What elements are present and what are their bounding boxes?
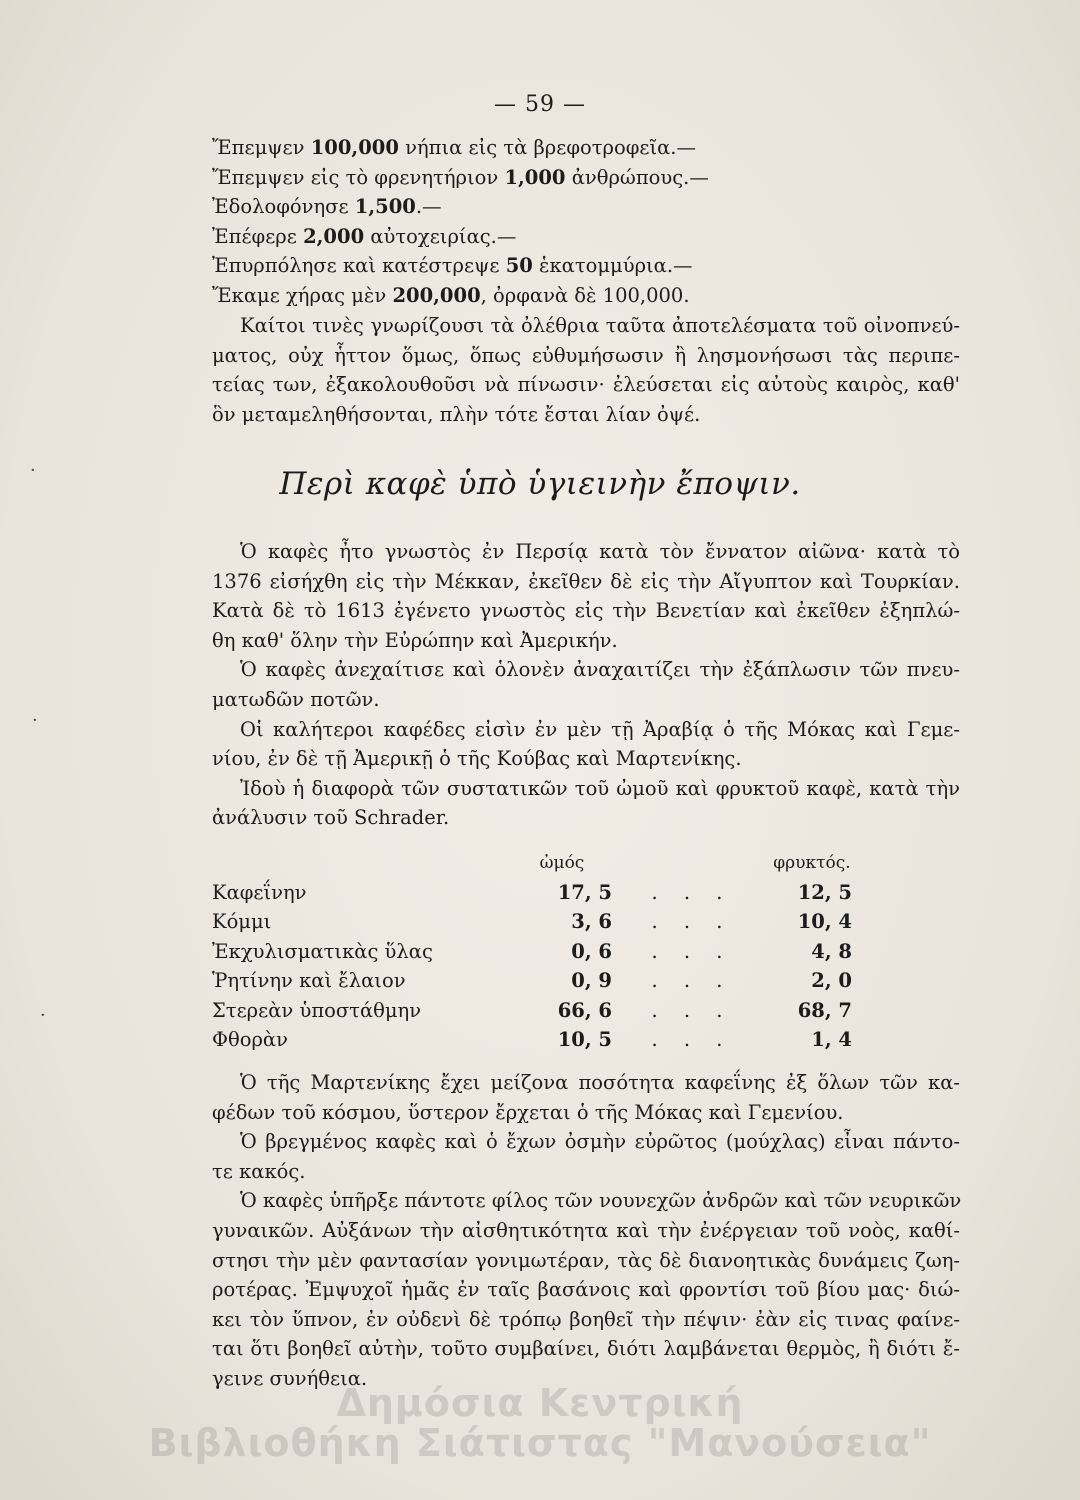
table-row xyxy=(212,878,852,908)
paragraph-line: ὃν μεταμεληθήσονται, πλὴν τότε ἔσται λίαν ὀψέ. xyxy=(212,402,701,426)
leader-dots: . . . xyxy=(651,910,733,934)
closing-line: γυναικῶν. Αὐξάνων τὴν αἰσθητικότητα καὶ τὴν ἐνέργειαν τοῦ νοὸς, καθί- xyxy=(212,1218,960,1242)
closing-line: στησι τὴν μὲν φαντασίαν γονιμωτέραν, τὰς δὲ διανοητικὰς δυνάμεις ζωη- xyxy=(212,1248,960,1272)
row-label: Καφεΐνην xyxy=(212,880,307,904)
statistics-list xyxy=(212,133,960,311)
raw-value: 66, 6 xyxy=(557,998,612,1022)
row-label: Φθορὰν xyxy=(212,1028,288,1052)
roasted-value: 68, 7 xyxy=(797,998,852,1022)
roasted-value: 10, 4 xyxy=(797,910,852,934)
paragraph-line: ματος, οὐχ ἧττον ὅμως, ὅπως εὐθυμήσωσιν ἢ λησμονήσωσι τὰς περιπε- xyxy=(212,343,960,367)
leader-dots: . . . xyxy=(651,880,733,904)
leader-dots: . . . xyxy=(651,998,733,1022)
margin-mark: · xyxy=(32,710,38,731)
closing-line: Ὁ καφὲς ὑπῆρξε πάντοτε φίλος τῶν νουνεχῶν ἀνδρῶν καὶ τῶν νευρικῶν xyxy=(240,1189,962,1213)
library-watermark: Δημόσια Κεντρική Βιβλιοθήκη Σιάτιστας "Μανούσεια" xyxy=(148,1381,932,1465)
table-row xyxy=(212,937,852,967)
closing-section xyxy=(212,1068,960,1394)
list-line: Ἐπυρπόλησε καὶ κατέστρεψε 50 ἑκατομμύρια.— xyxy=(212,254,693,278)
section-line: Ὁ καφὲς ἦτο γνωστὸς ἐν Περσίᾳ κατὰ τὸν ἔννατον αἰῶνα· κατὰ τὸ xyxy=(240,540,960,563)
closing-line: γεινε συνήθεια. xyxy=(212,1366,368,1390)
list-line: Ἐδολοφόνησε 1,500.— xyxy=(212,195,442,219)
section-line: νίου, ἐν δὲ τῇ Ἀμερικῇ ὁ τῆς Κούβας καὶ Μαρτενίκης. xyxy=(212,747,742,771)
section-line: θη καθ' ὅλην τὴν Εὐρώπην καὶ Ἀμερικήν. xyxy=(212,628,618,652)
closing-line: τε κακός. xyxy=(212,1159,306,1183)
raw-value: 10, 5 xyxy=(557,1028,612,1052)
margin-mark: · xyxy=(40,1005,46,1026)
section-line: Ἰδοὺ ἡ διαφορὰ τῶν συστατικῶν τοῦ ὠμοῦ καὶ φρυκτοῦ καφὲ, κατὰ τὴν xyxy=(240,776,960,800)
row-label: Κόμμι xyxy=(212,910,272,934)
raw-value: 0, 6 xyxy=(571,939,612,963)
raw-value: 17, 5 xyxy=(557,880,612,904)
section-line: Οἱ καλήτεροι καφέδες εἰσὶν ἐν μὲν τῇ Ἀραβίᾳ ὁ τῆς Μόκας καὶ Γεμε- xyxy=(240,717,960,741)
coffee-section xyxy=(212,537,960,833)
table-row xyxy=(212,996,852,1026)
section-line: ἀνάλυσιν τοῦ Schrader. xyxy=(212,806,450,830)
roasted-value: 2, 0 xyxy=(811,969,852,993)
closing-line: Ὁ βρεγμένος καφὲς καὶ ὁ ἔχων ὀσμὴν εὐρῶτος (μούχλας) εἶναι πάντο- xyxy=(240,1130,960,1154)
page-number: — 59 — xyxy=(494,92,586,117)
alcohol-paragraph xyxy=(212,311,960,429)
raw-value: 0, 9 xyxy=(571,969,612,993)
row-label: Ῥητίνην καὶ ἔλαιον xyxy=(212,969,406,993)
paragraph-line: Καίτοι τινὲς γνωρίζουσι τὰ ὀλέθρια ταῦτα ἀποτελέσματα τοῦ οἰνοπνεύ- xyxy=(240,314,960,337)
section-line: ματωδῶν ποτῶν. xyxy=(212,687,380,711)
roasted-value: 12, 5 xyxy=(797,880,852,904)
column-header-raw: ὠμός xyxy=(539,852,585,873)
leader-dots: . . . xyxy=(651,1028,733,1052)
table-row xyxy=(212,1025,852,1055)
margin-mark: · xyxy=(30,460,36,481)
list-line: Ἔκαμε χήρας μὲν 200,000, ὀρφανὰ δὲ 100,000. xyxy=(212,283,690,307)
section-line: 1376 εἰσήχθη εἰς τὴν Μέκκαν, ἐκεῖθεν δὲ εἰς τὴν Αἴγυπτον καὶ Τουρκίαν. xyxy=(212,569,960,593)
closing-line: ται ὅτι βοηθεῖ αὐτὴν, τοῦτο συμβαίνει, διότι λαμβάνεται θερμὸς, ἢ διότι ἔ- xyxy=(212,1337,960,1361)
section-line: Ὁ καφὲς ἀνεχαίτισε καὶ ὁλονὲν ἀναχαιτίζει τὴν ἐξάπλωσιν τῶν πνευ- xyxy=(240,658,960,682)
column-header-roasted: φρυκτός. xyxy=(773,852,851,873)
row-label: Στερεὰν ὑποστάθμην xyxy=(212,998,422,1022)
row-label: Ἐκχυλισματικὰς ὕλας xyxy=(212,939,433,963)
table-header-row xyxy=(212,848,852,878)
closing-line: κει τὸν ὕπνον, ἐν οὐδενὶ δὲ τρόπῳ βοηθεῖ τὴν πέψιν· ἐὰν εἰς τινας φαίνε- xyxy=(212,1307,960,1331)
composition-table xyxy=(212,848,852,1055)
closing-line: ροτέρας. Ἐμψυχοῖ ἡμᾶς ἐν ταῖς βασάνοις καὶ φροντίσι τοῦ βίου μας· διώ- xyxy=(212,1278,960,1302)
roasted-value: 4, 8 xyxy=(811,939,852,963)
leader-dots: . . . xyxy=(651,969,733,993)
list-line: Ἔπεμψεν 100,000 νήπια εἰς τὰ βρεφοτροφεῖα.— xyxy=(212,136,696,159)
list-line: Ἔπεμψεν εἰς τὸ φρενητήριον 1,000 ἀνθρώπους.— xyxy=(212,165,709,189)
paragraph-line: τείας των, ἐξακολουθοῦσι νὰ πίνωσιν· ἐλεύσεται εἰς αὐτοὺς καιρὸς, καθ' xyxy=(212,373,960,397)
leader-dots: . . . xyxy=(651,939,733,963)
section-line: Κατὰ δὲ τὸ 1613 ἐγένετο γνωστὸς εἰς τὴν Βενετίαν καὶ ἐκεῖθεν ἐξηπλώ- xyxy=(212,599,960,623)
table-row xyxy=(212,907,852,937)
raw-value: 3, 6 xyxy=(571,910,612,934)
list-line: Ἐπέφερε 2,000 αὐτοχειρίας.— xyxy=(212,224,517,248)
table-row xyxy=(212,966,852,996)
section-heading: Περὶ καφὲ ὑπὸ ὑγιεινὴν ἔποψιν. xyxy=(279,466,801,502)
closing-line: φέδων τοῦ κόσμου, ὕστερον ἔρχεται ὁ τῆς Μόκας καὶ Γεμενίου. xyxy=(212,1100,844,1124)
roasted-value: 1, 4 xyxy=(811,1028,852,1052)
closing-line: Ὁ τῆς Μαρτενίκης ἔχει μείζονα ποσότητα καφεΐνης ἐξ ὅλων τῶν κα- xyxy=(240,1071,960,1094)
